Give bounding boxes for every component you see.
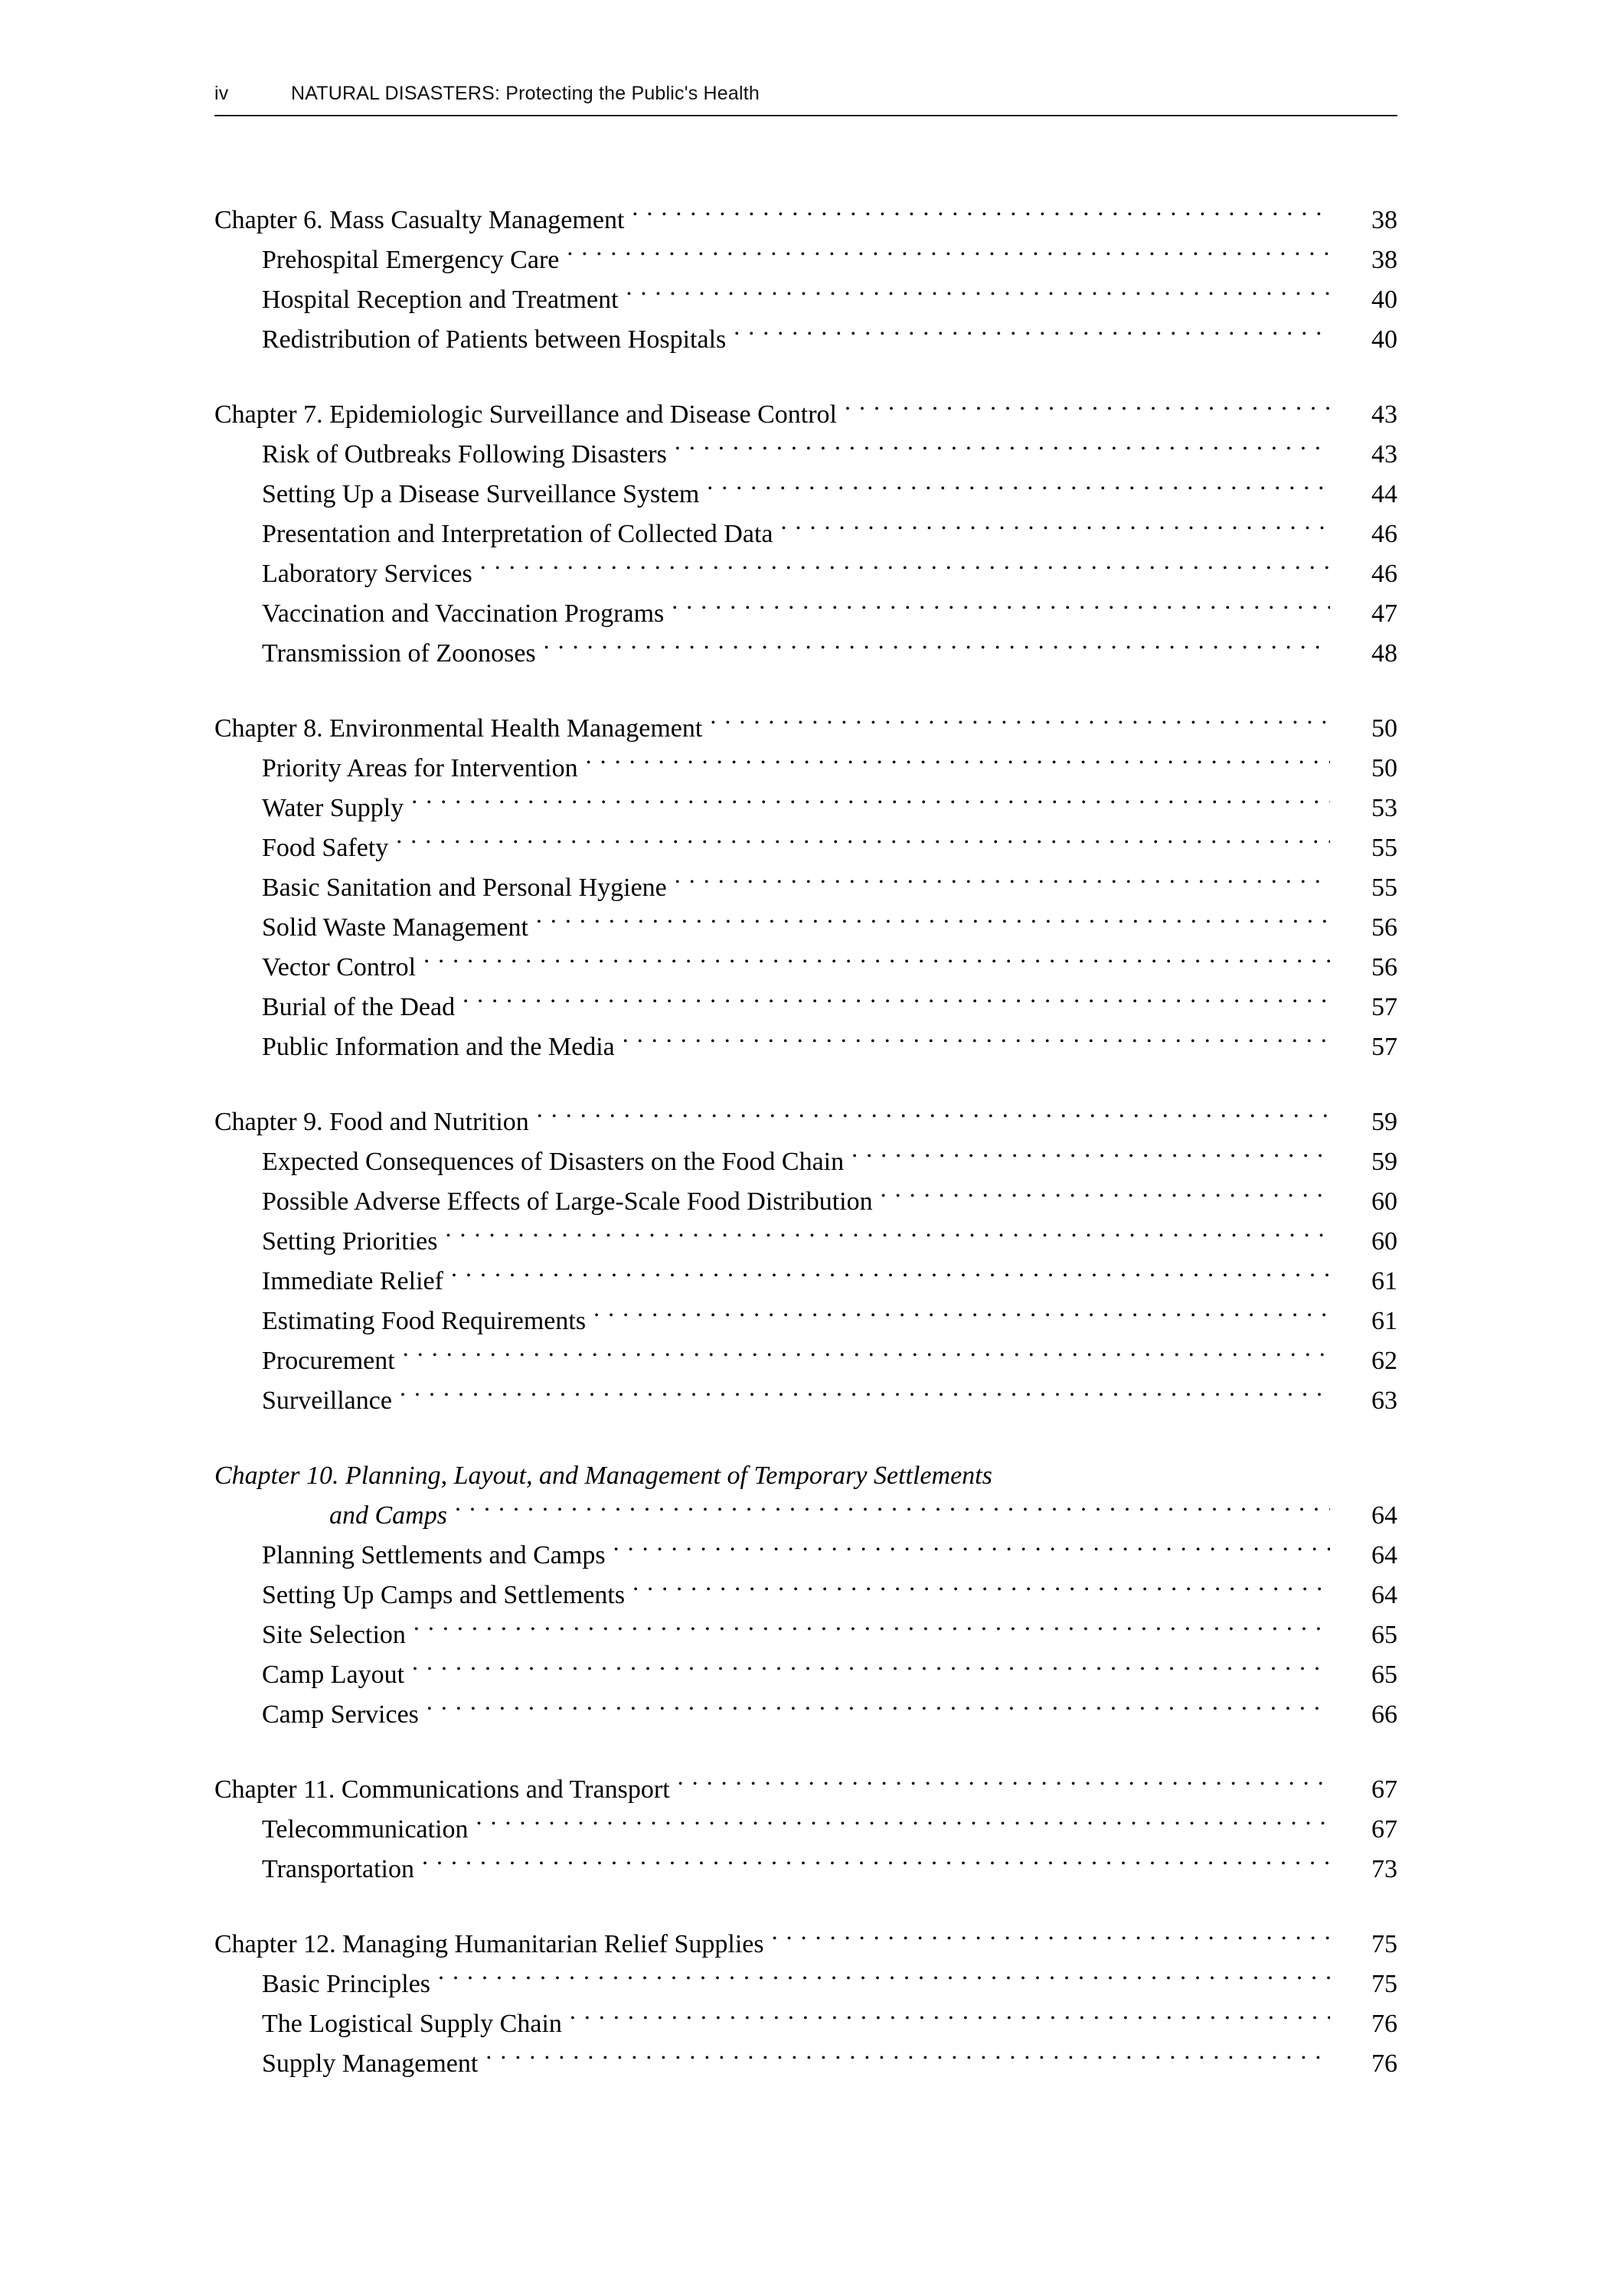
toc-entry-section[interactable] <box>214 1262 1397 1302</box>
toc-entry-section[interactable] <box>214 1695 1397 1735</box>
toc-entry-label: Camp Services <box>262 1700 419 1729</box>
toc-entry-section[interactable] <box>214 789 1397 828</box>
toc-entry-section[interactable] <box>214 1496 1397 1536</box>
toc-entry-label: and Camps <box>329 1501 447 1530</box>
toc-entry-page-number: 57 <box>1371 993 1397 1021</box>
toc-leader-dots <box>593 1303 1330 1329</box>
toc-entry-label: Telecommunication <box>262 1815 469 1844</box>
toc-entry-label: Estimating Food Requirements <box>262 1307 587 1335</box>
toc-entry-label: Public Information and the Media <box>262 1033 615 1061</box>
toc-leader-dots <box>734 322 1330 348</box>
toc-leader-dots <box>400 1383 1330 1409</box>
toc-entry-section[interactable] <box>214 1615 1397 1655</box>
toc-leader-dots <box>423 949 1330 975</box>
toc-leader-dots <box>570 2006 1330 2032</box>
toc-entry-label: Immediate Relief <box>262 1267 443 1295</box>
toc-entry-chapter[interactable] <box>214 1102 1397 1142</box>
toc-entry-section[interactable] <box>214 1027 1397 1067</box>
toc-leader-dots <box>678 1772 1330 1798</box>
toc-entry-label: Vector Control <box>262 953 417 981</box>
toc-leader-dots <box>613 1537 1330 1563</box>
toc-entry-page-number: 50 <box>1371 714 1397 743</box>
toc-leader-dots <box>672 596 1330 622</box>
page-folio: iv <box>214 83 229 104</box>
toc-entry-label: Prehospital Emergency Care <box>262 246 560 274</box>
toc-entry-chapter[interactable] <box>214 709 1397 749</box>
toc-entry-page-number: 59 <box>1371 1148 1397 1176</box>
toc-leader-dots <box>544 635 1330 661</box>
toc-entry-page-number: 46 <box>1371 560 1397 588</box>
toc-entry-label: Water Supply <box>262 794 404 822</box>
toc-entry-section[interactable] <box>214 1850 1397 1889</box>
toc-entry-section[interactable] <box>214 240 1397 280</box>
toc-entry-section[interactable] <box>214 594 1397 634</box>
toc-entry-page-number: 59 <box>1371 1108 1397 1136</box>
toc-entry-section[interactable] <box>214 948 1397 988</box>
toc-entry-label: Procurement <box>262 1347 395 1375</box>
table-of-contents <box>214 201 1397 2084</box>
toc-entry-section[interactable] <box>214 828 1397 868</box>
toc-entry-page-number: 76 <box>1371 2010 1397 2038</box>
toc-leader-dots <box>586 750 1330 776</box>
toc-entry-section[interactable] <box>214 1182 1397 1222</box>
toc-entry-page-number: 46 <box>1371 520 1397 548</box>
toc-entry-label: Priority Areas for Intervention <box>262 754 578 782</box>
toc-entry-page-number: 62 <box>1371 1347 1397 1375</box>
toc-entry-section[interactable] <box>214 634 1397 674</box>
toc-leader-dots <box>476 1811 1330 1837</box>
toc-leader-dots <box>411 790 1330 816</box>
toc-leader-dots <box>403 1343 1330 1369</box>
toc-leader-dots <box>623 1029 1330 1055</box>
toc-entry-section[interactable] <box>214 320 1397 360</box>
toc-entry-page-number: 56 <box>1371 953 1397 981</box>
toc-leader-dots <box>675 436 1330 462</box>
toc-entry-section[interactable] <box>214 435 1397 475</box>
toc-leader-dots <box>567 242 1330 268</box>
toc-entry-page-number: 53 <box>1371 794 1397 822</box>
toc-entry-label: Surveillance <box>262 1386 392 1415</box>
toc-entry-page-number: 75 <box>1371 1970 1397 1998</box>
toc-leader-dots <box>675 870 1330 896</box>
toc-leader-dots <box>396 830 1330 856</box>
toc-entry-chapter[interactable] <box>214 201 1397 240</box>
toc-entry-section[interactable] <box>214 1381 1397 1421</box>
toc-entry-label: Supply Management <box>262 2049 479 2078</box>
toc-entry-page-number: 38 <box>1371 206 1397 234</box>
toc-entry-label: Transportation <box>262 1855 414 1883</box>
toc-leader-dots <box>485 2046 1330 2072</box>
toc-entry-label: Food Safety <box>262 834 389 862</box>
toc-entry-page-number: 43 <box>1371 440 1397 469</box>
toc-entry-label: Transmission of Zoonoses <box>262 639 536 668</box>
toc-leader-dots <box>537 1104 1330 1130</box>
toc-entry-page-number: 64 <box>1371 1581 1397 1609</box>
toc-entry-label: Risk of Outbreaks Following Disasters <box>262 440 667 469</box>
toc-group <box>214 395 1397 674</box>
toc-entry-page-number: 57 <box>1371 1033 1397 1061</box>
toc-entry-label: Chapter 11. Communications and Transport <box>214 1775 670 1804</box>
toc-entry-section[interactable] <box>214 1965 1397 2004</box>
toc-entry-section[interactable] <box>214 868 1397 908</box>
toc-entry-label: Setting Priorities <box>262 1227 438 1256</box>
toc-leader-dots <box>626 282 1330 308</box>
toc-entry-page-number: 67 <box>1371 1775 1397 1804</box>
toc-leader-dots <box>536 910 1330 936</box>
toc-leader-dots <box>438 1966 1330 1992</box>
toc-entry-label: Redistribution of Patients between Hospitals <box>262 325 727 354</box>
toc-entry-page-number: 40 <box>1371 286 1397 314</box>
toc-entry-page-number: 60 <box>1371 1227 1397 1256</box>
toc-entry-label: Chapter 12. Managing Humanitarian Relief Supplies <box>214 1930 764 1958</box>
toc-leader-dots <box>451 1263 1330 1289</box>
toc-entry-label: Expected Consequences of Disasters on the Food Chain <box>262 1148 845 1176</box>
toc-entry-label: Chapter 10. Planning, Layout, and Management of Temporary Settlements <box>214 1462 992 1490</box>
running-head <box>214 83 1397 105</box>
toc-entry-page-number: 47 <box>1371 599 1397 628</box>
toc-entry-page-number: 40 <box>1371 325 1397 354</box>
toc-leader-dots <box>881 1184 1330 1210</box>
toc-leader-dots <box>851 1144 1330 1170</box>
toc-entry-label: Chapter 7. Epidemiologic Surveillance and Disease Control <box>214 400 837 429</box>
toc-entry-label: Vaccination and Vaccination Programs <box>262 599 665 628</box>
toc-entry-section[interactable] <box>214 554 1397 594</box>
toc-entry-label: Site Selection <box>262 1621 406 1649</box>
toc-entry-page-number: 44 <box>1371 480 1397 508</box>
toc-entry-page-number: 65 <box>1371 1661 1397 1689</box>
toc-entry-section[interactable] <box>214 514 1397 554</box>
toc-entry-section[interactable] <box>214 1810 1397 1850</box>
toc-entry-section[interactable] <box>214 1341 1397 1381</box>
toc-group <box>214 709 1397 1067</box>
toc-entry-section[interactable] <box>214 475 1397 514</box>
toc-entry-chapter[interactable] <box>214 1925 1397 1965</box>
toc-entry-page-number: 38 <box>1371 246 1397 274</box>
toc-entry-label: Basic Sanitation and Personal Hygiene <box>262 874 667 902</box>
toc-entry-page-number: 65 <box>1371 1621 1397 1649</box>
toc-entry-page-number: 67 <box>1371 1815 1397 1844</box>
toc-entry-label: Hospital Reception and Treatment <box>262 286 619 314</box>
toc-entry-label: Planning Settlements and Camps <box>262 1541 606 1569</box>
toc-entry-page-number: 64 <box>1371 1541 1397 1569</box>
toc-entry-section[interactable] <box>214 1655 1397 1695</box>
toc-entry-page-number: 75 <box>1371 1930 1397 1958</box>
toc-leader-dots <box>455 1497 1330 1524</box>
toc-entry-page-number: 73 <box>1371 1855 1397 1883</box>
toc-entry-section[interactable] <box>214 1576 1397 1615</box>
toc-entry-section[interactable] <box>214 1142 1397 1182</box>
toc-group <box>214 1925 1397 2084</box>
toc-entry-section[interactable] <box>214 2004 1397 2044</box>
toc-entry-section[interactable] <box>214 1222 1397 1262</box>
toc-leader-dots <box>772 1926 1330 1952</box>
toc-entry-page-number: 48 <box>1371 639 1397 668</box>
toc-entry-label: Basic Principles <box>262 1970 431 1998</box>
toc-entry-page-number: 55 <box>1371 874 1397 902</box>
toc-leader-dots <box>462 989 1330 1015</box>
toc-group <box>214 1456 1397 1735</box>
toc-entry-label: Solid Waste Management <box>262 913 528 942</box>
toc-entry-label: The Logistical Supply Chain <box>262 2010 562 2038</box>
toc-entry-page-number: 66 <box>1371 1700 1397 1729</box>
toc-entry-label: Chapter 8. Environmental Health Management <box>214 714 703 743</box>
toc-entry-section[interactable] <box>214 1536 1397 1576</box>
toc-entry-page-number: 61 <box>1371 1307 1397 1335</box>
toc-entry-page-number: 43 <box>1371 400 1397 429</box>
toc-leader-dots <box>632 202 1330 228</box>
running-head-title: NATURAL DISASTERS: Protecting the Public's Health <box>291 83 760 104</box>
toc-entry-section[interactable] <box>214 988 1397 1027</box>
toc-entry-page-number: 61 <box>1371 1267 1397 1295</box>
toc-entry-page-number: 60 <box>1371 1187 1397 1216</box>
toc-leader-dots <box>845 397 1330 423</box>
toc-entry-chapter[interactable] <box>214 395 1397 435</box>
toc-leader-dots <box>710 710 1330 736</box>
toc-group <box>214 1102 1397 1421</box>
toc-entry-label: Burial of the Dead <box>262 993 456 1021</box>
toc-leader-dots <box>707 476 1330 502</box>
toc-entry-label: Chapter 6. Mass Casualty Management <box>214 206 625 234</box>
toc-leader-dots <box>632 1577 1330 1603</box>
toc-entry-label: Camp Layout <box>262 1661 405 1689</box>
toc-entry-page-number: 64 <box>1371 1501 1397 1530</box>
toc-entry-label: Setting Up a Disease Surveillance System <box>262 480 700 508</box>
toc-leader-dots <box>413 1617 1330 1643</box>
toc-entry-chapter[interactable] <box>214 1770 1397 1810</box>
toc-group <box>214 1770 1397 1889</box>
toc-leader-dots <box>412 1657 1330 1683</box>
toc-entry-chapter[interactable] <box>214 1456 1397 1496</box>
toc-entry-page-number: 56 <box>1371 913 1397 942</box>
toc-leader-dots <box>446 1223 1331 1249</box>
toc-leader-dots <box>780 516 1330 542</box>
toc-entry-label: Chapter 9. Food and Nutrition <box>214 1108 529 1136</box>
toc-entry-label: Setting Up Camps and Settlements <box>262 1581 626 1609</box>
toc-entry-section[interactable] <box>214 280 1397 320</box>
toc-entry-label: Laboratory Services <box>262 560 472 588</box>
toc-entry-section[interactable] <box>214 1302 1397 1341</box>
toc-leader-dots <box>422 1851 1330 1877</box>
toc-entry-page-number: 63 <box>1371 1386 1397 1415</box>
toc-entry-page-number: 76 <box>1371 2049 1397 2078</box>
toc-entry-label: Presentation and Interpretation of Collected Data <box>262 520 773 548</box>
toc-entry-section[interactable] <box>214 749 1397 789</box>
header-rule <box>214 115 1397 116</box>
toc-entry-page-number: 50 <box>1371 754 1397 782</box>
toc-entry-section[interactable] <box>214 2044 1397 2084</box>
toc-entry-page-number: 55 <box>1371 834 1397 862</box>
toc-entry-label: Possible Adverse Effects of Large-Scale Food Distribution <box>262 1187 873 1216</box>
toc-group <box>214 201 1397 360</box>
toc-leader-dots <box>480 556 1330 582</box>
toc-entry-section[interactable] <box>214 908 1397 948</box>
toc-leader-dots <box>427 1697 1330 1723</box>
